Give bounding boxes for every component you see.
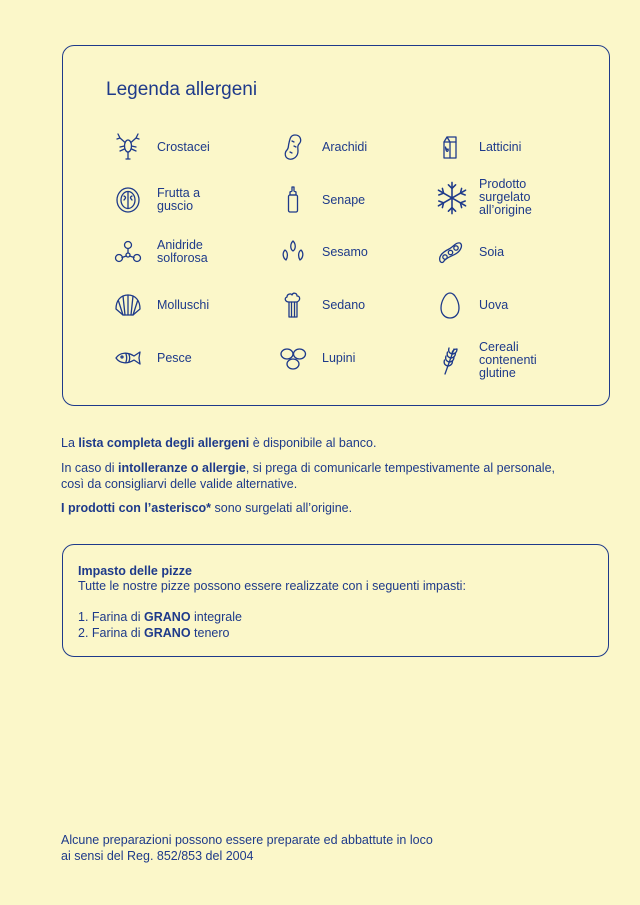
intolerance-note: In caso di intolleranze o allergie, si prega di comunicarle tempestivamente al personale, così da consigliarvi delle valide alternative. xyxy=(61,461,555,491)
allergen-label: Latticini xyxy=(479,139,522,154)
allergen-label: Uova xyxy=(479,297,509,312)
allergen-label: Sesamo xyxy=(322,244,368,259)
celery-icon xyxy=(276,288,310,322)
allergen-frutta-a-guscio xyxy=(111,183,227,217)
dough-list xyxy=(78,610,242,641)
wheat-icon xyxy=(433,344,467,378)
dough-subtitle: Tutte le nostre pizze possono essere realizzate con i seguenti impasti: xyxy=(78,579,466,593)
regulation-footer: Alcune preparazioni possono essere preparate ed abbattute in loco ai sensi del Reg. 852/853 del 2004 xyxy=(61,833,433,863)
allergen-senape xyxy=(276,183,392,217)
allergen-molluschi xyxy=(111,288,227,322)
allergen-label: Arachidi xyxy=(322,139,368,154)
mustard-bottle-icon xyxy=(276,183,310,217)
allergen-label: Pesce xyxy=(157,350,192,365)
fish-icon xyxy=(111,341,145,375)
dough-box xyxy=(62,544,609,657)
walnut-icon xyxy=(111,183,145,217)
dough-item: 2. Farina di GRANO tenero xyxy=(78,625,230,640)
allergen-label: Anidride solforosa xyxy=(157,238,208,265)
allergen-soia xyxy=(433,235,549,269)
allergen-legend-box xyxy=(62,45,610,406)
allergen-label: Soia xyxy=(479,244,505,259)
allergen-label: Cereali contenenti glutine xyxy=(479,340,537,380)
allergen-label: Prodotto surgelato all’origine xyxy=(479,177,532,217)
allergen-label: Lupini xyxy=(322,350,356,365)
allergen-anidride-solforosa xyxy=(111,235,227,269)
dough-title: Impasto delle pizze xyxy=(78,564,192,578)
allergen-sedano xyxy=(276,288,392,322)
peanut-icon xyxy=(276,130,310,164)
snowflake-icon xyxy=(433,179,471,217)
dough-item: 1. Farina di GRANO integrale xyxy=(78,610,242,624)
lobster-icon xyxy=(111,130,145,164)
allergen-label: Crostacei xyxy=(157,139,210,154)
egg-icon xyxy=(433,288,467,322)
allergen-pesce xyxy=(111,341,227,375)
legend-title: Legenda allergeni xyxy=(106,79,258,100)
allergen-label: Molluschi xyxy=(157,297,210,312)
allergen-lupini xyxy=(276,341,392,375)
allergen-label: Senape xyxy=(322,192,366,207)
allergen-latticini xyxy=(433,130,549,164)
molecule-icon xyxy=(111,235,145,269)
allergen-surgelato xyxy=(433,178,549,217)
asterisk-note: I prodotti con l’asterisco* sono surgelati all’origine. xyxy=(61,501,353,515)
allergen-label: Frutta a guscio xyxy=(157,186,201,213)
allergen-glutine xyxy=(433,341,549,380)
sesame-seeds-icon xyxy=(276,235,310,269)
milk-carton-icon xyxy=(433,130,467,164)
allergen-list-note: La lista completa degli allergeni è disponibile al banco. xyxy=(61,436,377,450)
allergen-uova xyxy=(433,288,549,322)
allergen-arachidi xyxy=(276,130,392,164)
soybean-pod-icon xyxy=(433,235,467,269)
lupin-beans-icon xyxy=(276,341,310,375)
allergen-crostacei xyxy=(111,130,227,164)
shell-icon xyxy=(111,288,145,322)
allergen-sesamo xyxy=(276,235,392,269)
allergen-label: Sedano xyxy=(322,297,366,312)
